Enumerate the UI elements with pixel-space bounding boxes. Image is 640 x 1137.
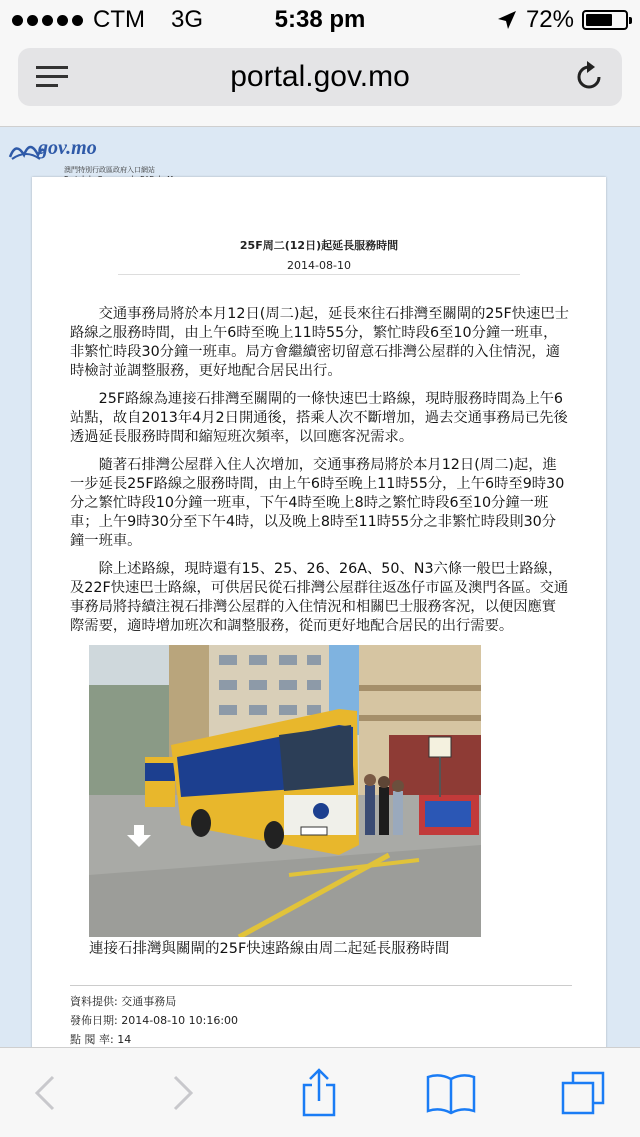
article-paragraph: 25F路線為連接石排灣至關閘的一條快速巴士路線，現時服務時間為上午6站點，故自2013年4月2日開通後，搭乘人次不斷增加，過去交通事務局已先後透過延長服務時間和縮短班次頻率，以回應客況需求。 [70,391,568,445]
url-text: portal.gov.mo [230,60,410,93]
address-bar[interactable] [18,48,622,106]
reload-icon[interactable] [572,60,606,94]
back-chevron-icon [33,1073,57,1113]
article-paragraph: 除上述路線，現時還有15、25、26、26A、50、N3六條一般巴士路線，及22F快速巴士路線，可供居民從石排灣公屋群往返氹仔市區及澳門各區。交通事務局將持續注視石排灣公屋群的入住情況和相關巴士服務客況，以便因應實際需要，適時增加班次和調整服務，從而更好地配合居民的出行需要。 [70,561,569,634]
forward-button[interactable] [158,1048,208,1137]
logo-text: gov.mo [38,137,97,159]
bookmarks-button[interactable] [422,1048,480,1137]
web-page [0,127,640,1047]
tabs-icon [559,1069,607,1117]
article-date: 2014-08-10 [287,259,351,272]
share-button[interactable] [292,1048,346,1137]
meta-source: 資料提供: 交通事務局 [70,995,177,1008]
meta-published: 發佈日期: 2014-08-10 10:16:00 [70,1014,239,1027]
back-button[interactable] [20,1048,70,1137]
article-paragraph: 隨著石排灣公屋群入住人次增加，交通事務局將於本月12日(周二)起，進一步延長25F路線之服務時間，由上午6時至晚上11時55分，上午6時至9時30分之繁忙時段10分鐘一班車，下午4時至晚上8時之繁忙時段6至10分鐘一班車；上午9時30分至下午4時，以及晚上8時至11時55分之非繁忙時段則30分鐘一班車。 [70,457,565,549]
meta-divider [70,985,572,986]
forward-chevron-icon [171,1073,195,1113]
carrier-label: CTM [93,6,145,33]
site-logo[interactable] [6,135,246,183]
hamburger-menu-icon[interactable] [36,66,68,88]
battery-percent: 72% [525,6,574,33]
logo-subtitle-chinese: 澳門特別行政區政府入口網站 [64,166,155,174]
status-right [496,6,628,34]
photo-caption: 連接石排灣與關閘的25F快速路線由周二起延長服務時間 [89,941,450,957]
status-bar [0,0,640,40]
network-label: 3G [170,6,203,33]
article-title: 25F周二(12日)起延長服務時間 [239,239,399,252]
battery-icon [582,10,628,30]
browser-navbar [0,40,640,127]
bookmarks-book-icon [424,1071,478,1115]
meta-views: 點 閱 率: 14 [70,1033,132,1046]
title-divider [118,274,520,275]
article-body [70,305,570,645]
article-photo-bus[interactable] [89,645,481,937]
browser-toolbar [0,1047,640,1137]
tabs-button[interactable] [556,1048,610,1137]
article-paragraph: 交通事務局將於本月12日(周二)起，延長來往石排灣至關閘的25F快速巴士路線之服務時間，由上午6時至晚上11時55分，繁忙時段6至10分鐘一班車，非繁忙時段30分鐘一班車。局方會繼續密切留意石排灣公屋群的入住情況，適時檢討並調整服務，更好地配合居民出行。 [70,306,569,379]
article-panel [32,177,606,1047]
location-arrow-icon [496,9,518,31]
share-icon [298,1067,340,1119]
status-time: 5:38 pm [274,6,366,33]
